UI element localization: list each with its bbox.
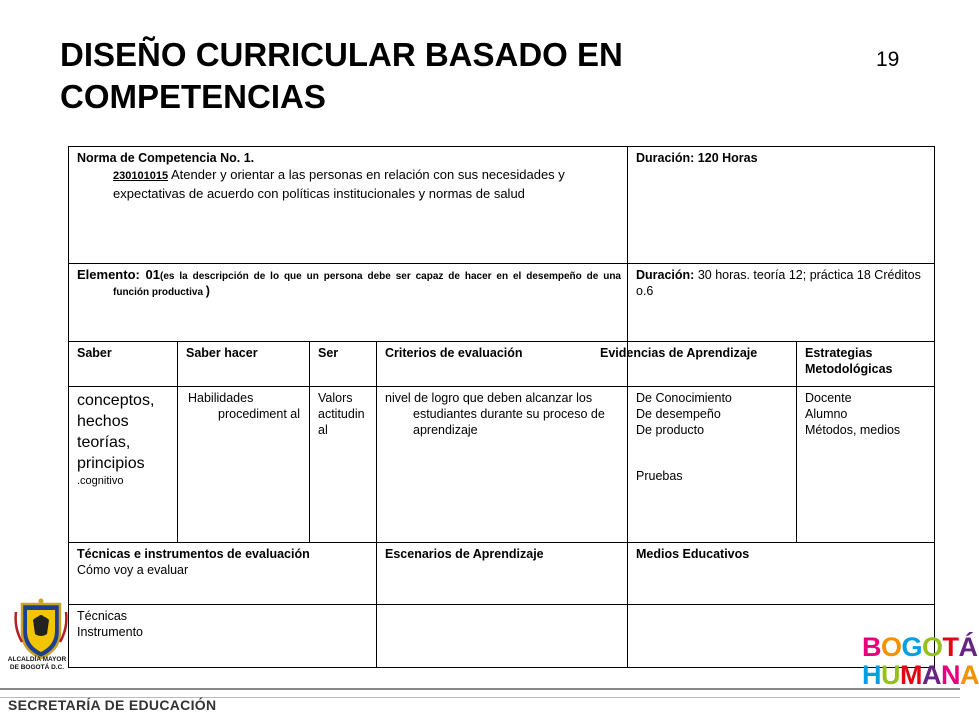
- logo-letter: T: [942, 632, 959, 662]
- medios-cell: Medios Educativos: [628, 543, 935, 605]
- body-ser: [310, 387, 377, 543]
- tecnicas-list-row: [69, 605, 935, 668]
- evidencia-item: De Conocimiento: [636, 391, 732, 405]
- elemento-duracion-label: Duración:: [636, 268, 695, 282]
- body-estrategias: [797, 387, 935, 543]
- body-row: [69, 387, 935, 543]
- bogota-humana-logo-line1: [862, 632, 978, 663]
- elemento-duracion: [628, 264, 935, 342]
- norma-heading: Norma de Competencia No. 1.: [77, 151, 255, 165]
- logo-letter: G: [901, 632, 923, 662]
- estrategia-item: Alumno: [805, 407, 848, 421]
- logo-letter: O: [922, 632, 943, 662]
- tecnicas-cell: [69, 543, 377, 605]
- logo-letter: Á: [958, 632, 978, 662]
- criterios-text: nivel de logro que deben alcanzar los estudiantes durante su proceso de aprendizaje: [385, 391, 605, 437]
- logo-letter: A: [960, 660, 979, 690]
- bogota-crest-logo: [12, 598, 70, 662]
- elemento-duracion-text: 30 horas. teoría 12; práctica 18 Créditos o.6: [636, 268, 921, 298]
- tecnicas-list-cell: [69, 605, 377, 668]
- body-evidencias: [628, 387, 797, 543]
- logo-letter: A: [922, 660, 941, 690]
- logo-letter: M: [900, 660, 922, 690]
- saber-main: conceptos, hechos teorías, principios: [77, 392, 155, 472]
- page-title: DISEÑO CURRICULAR BASADO EN COMPETENCIAS: [60, 36, 623, 115]
- logo-letter: N: [941, 660, 960, 690]
- tecnicas-row: [69, 543, 935, 605]
- elemento-row: [69, 264, 935, 342]
- body-saber: [69, 387, 178, 543]
- evidencia-pruebas: Pruebas: [636, 469, 683, 483]
- norma-text: Atender y orientar a las personas en relación con sus necesidades y expectativas de acuerdo con políticas institucionales y normas de salud: [113, 167, 565, 201]
- ser-text: Valors actitudin al: [318, 391, 365, 437]
- escenarios-empty-cell: [377, 605, 628, 668]
- norma-cell: [69, 147, 628, 264]
- secretaria-label: SECRETARÍA DE EDUCACIÓN: [8, 697, 217, 713]
- header-saber: Saber: [69, 342, 178, 387]
- estrategia-item: Métodos, medios: [805, 423, 901, 437]
- tecnicas-list-item: Instrumento: [77, 625, 144, 639]
- saber-hacer-text: Habilidades procediment al: [188, 391, 300, 421]
- norma-duracion: Duración: 120 Horas: [628, 147, 935, 264]
- logo-letter: H: [862, 660, 881, 690]
- logo-letter: B: [862, 632, 881, 662]
- body-criterios: [377, 387, 628, 543]
- body-saber-hacer: [178, 387, 310, 543]
- footer-divider: [0, 688, 960, 690]
- elemento-close: ): [205, 284, 210, 298]
- escenarios-cell: Escenarios de Aprendizaje: [377, 543, 628, 605]
- bogota-humana-logo-line2: [862, 660, 979, 691]
- norma-description: [77, 166, 621, 202]
- tecnicas-heading: Técnicas e instrumentos de evaluación: [77, 547, 310, 561]
- tecnicas-list-item: Técnicas: [77, 609, 128, 623]
- alcaldia-label: ALCALDÍA MAYOR DE BOGOTÁ D.C.: [7, 656, 67, 671]
- header-estrategias: Estrategias Metodológicas: [797, 342, 935, 387]
- evidencia-item: De producto: [636, 423, 705, 437]
- tecnicas-sub: Cómo voy a evaluar: [77, 563, 189, 577]
- header-saber-hacer: Saber hacer: [178, 342, 310, 387]
- norma-row: [69, 147, 935, 264]
- elemento-label: Elemento: 01: [77, 267, 161, 282]
- page-number: 19: [876, 48, 900, 71]
- header-ser: Ser: [310, 342, 377, 387]
- logo-letter: O: [881, 632, 902, 662]
- elemento-desc: (es la descripción de lo que un persona debe ser capaz de hacer en el desempeño de una función productiva: [113, 271, 621, 298]
- header-criterios: Criterios de evaluación: [377, 342, 628, 387]
- saber-small: .cognitivo: [77, 475, 124, 487]
- header-evidencias: Evidencias de Aprendizaje: [628, 342, 797, 387]
- estrategia-item: Docente: [805, 391, 852, 405]
- evidencia-item: De desempeño: [636, 407, 721, 421]
- elemento-cell: [69, 264, 628, 342]
- logo-letter: U: [881, 660, 900, 690]
- norma-code: 230101015: [113, 170, 169, 182]
- header-row: [69, 342, 935, 387]
- curriculum-table: [68, 146, 935, 668]
